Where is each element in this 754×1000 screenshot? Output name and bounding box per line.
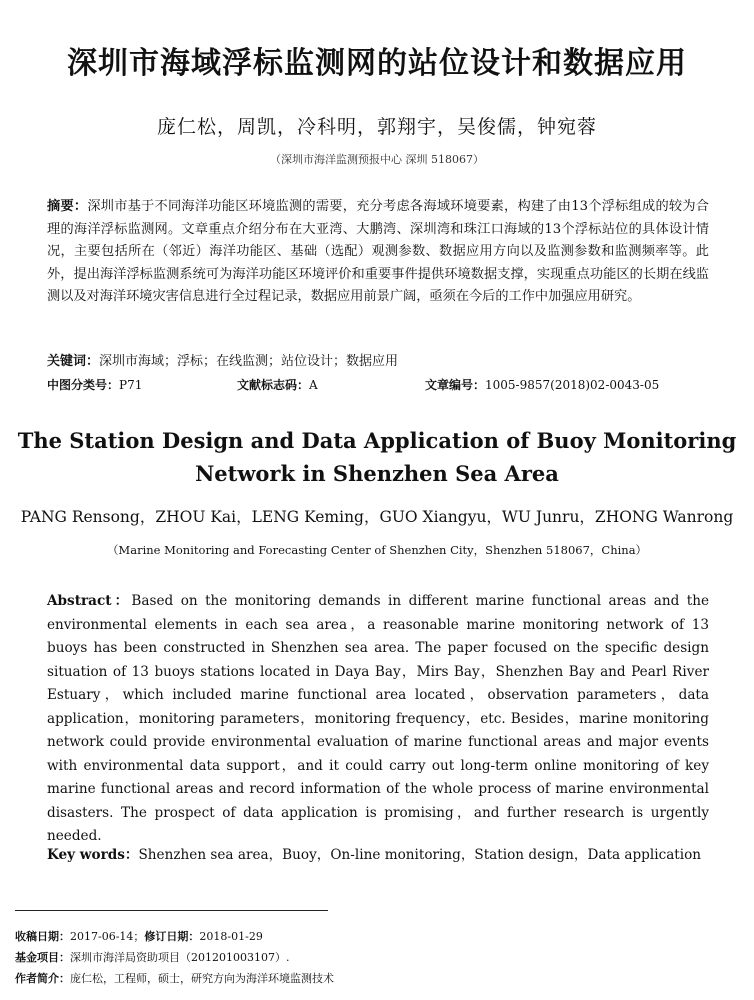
chinese-authors: 庞仁松，周凯，冷科明，郭翔宇，吴俊儒，钟宛蓉: [156, 116, 597, 138]
fund-value: 深圳市海洋局资助项目（201201003107）.: [70, 951, 290, 964]
footnote-fund: [15, 947, 715, 968]
footnotes: [15, 926, 715, 989]
english-title-line-2: Network in Shenzhen Sea Area: [195, 461, 559, 486]
english-abstract-label: Abstract：: [47, 593, 132, 609]
english-abstract-text: Based on the monitoring demands in different marine functional areas and the environmental elements in each sea area，a reasonable marine monitoring network of 13 buoys has been constructed in Shenzhen sea area. The paper focused on the specific design situation of 13 buoys stations located in Daya Bay，Mirs Bay，Shenzhen Bay and Pearl River Estuary，which included marine functional area located，observation parameters，data application，monitoring parameters，monitoring frequency，etc. Besides，marine monitoring network could provide environmental evaluation of marine functional areas and major events with environmental data support，and it could carry out long-term online monitoring of key marine functional areas and record information of the whole process of marine environmental disasters. The prospect of data application is promising，and further research is urgently needed.: [47, 593, 710, 844]
english-keywords-text: Shenzhen sea area，Buoy，On-line monitoring，Station design，Data application: [138, 847, 702, 863]
chinese-abstract-label: 摘要：: [47, 199, 88, 214]
footnote-author: [15, 968, 715, 989]
chinese-keywords: [47, 352, 709, 372]
chinese-keywords-label: 关键词：: [47, 354, 100, 369]
chinese-title: 深圳市海域浮标监测网的站位设计和数据应用: [67, 46, 687, 81]
footnote-divider: [15, 910, 328, 911]
received-date-label: 收稿日期：: [15, 930, 70, 943]
chinese-keywords-text: 深圳市海域；浮标；在线监测；站位设计；数据应用: [99, 354, 399, 369]
revised-date-value: 2018-01-29: [199, 930, 263, 943]
clc-label: 中图分类号：: [47, 378, 120, 392]
chinese-abstract-text: 深圳市基于不同海洋功能区环境监测的需要，充分考虑各海域环境要素，构建了由13个浮标组成的较为合理的海洋浮标监测网。文章重点介绍分布在大亚湾、大鹏湾、深圳湾和珠江口海域的13个浮标站位的具体设计情况，主要包括所在（邻近）海洋功能区、基础（选配）观测参数、数据应用方向以及监测参数和监测频率等。此外，提出海洋浮标监测系统可为海洋功能区环境评价和重要事件提供环境数据支撑，实现重点功能区的长期在线监测以及对海洋环境灾害信息进行全过程记录，数据应用前景广阔，亟须在今后的工作中加强应用研究。: [47, 199, 709, 304]
chinese-affiliation: （深圳市海洋监测预报中心 深圳 518067）: [270, 153, 484, 166]
doc-code-value: A: [309, 378, 318, 392]
revised-date-label: 修订日期：: [144, 930, 200, 943]
doc-code-label: 文献标志码：: [237, 378, 310, 392]
english-affiliation: （Marine Monitoring and Forecasting Center of Shenzhen City，Shenzhen 518067，China）: [106, 543, 648, 557]
fund-label: 基金项目：: [15, 951, 70, 964]
article-number-value: 1005-9857(2018)02-0043-05: [485, 378, 660, 392]
english-keywords: [47, 845, 709, 865]
chinese-abstract: [47, 196, 709, 309]
english-title: [0, 424, 754, 490]
article-number-label: 文章编号：: [425, 378, 486, 392]
classification-line: [47, 376, 727, 394]
clc-value: P71: [119, 378, 143, 392]
received-date-value: 2017-06-14；: [70, 930, 145, 943]
footnote-dates: [15, 926, 715, 947]
author-bio-label: 作者简介：: [15, 972, 70, 985]
english-title-line-1: The Station Design and Data Application of Buoy Monitoring: [17, 428, 737, 453]
english-keywords-label: Key words：: [47, 847, 139, 863]
english-abstract: [47, 590, 709, 849]
english-authors: PANG Rensong，ZHOU Kai，LENG Keming，GUO Xiangyu，WU Junru，ZHONG Wanrong: [20, 508, 734, 526]
author-bio-value: 庞仁松，工程师，硕士，研究方向为海洋环境监测技术: [70, 972, 334, 985]
